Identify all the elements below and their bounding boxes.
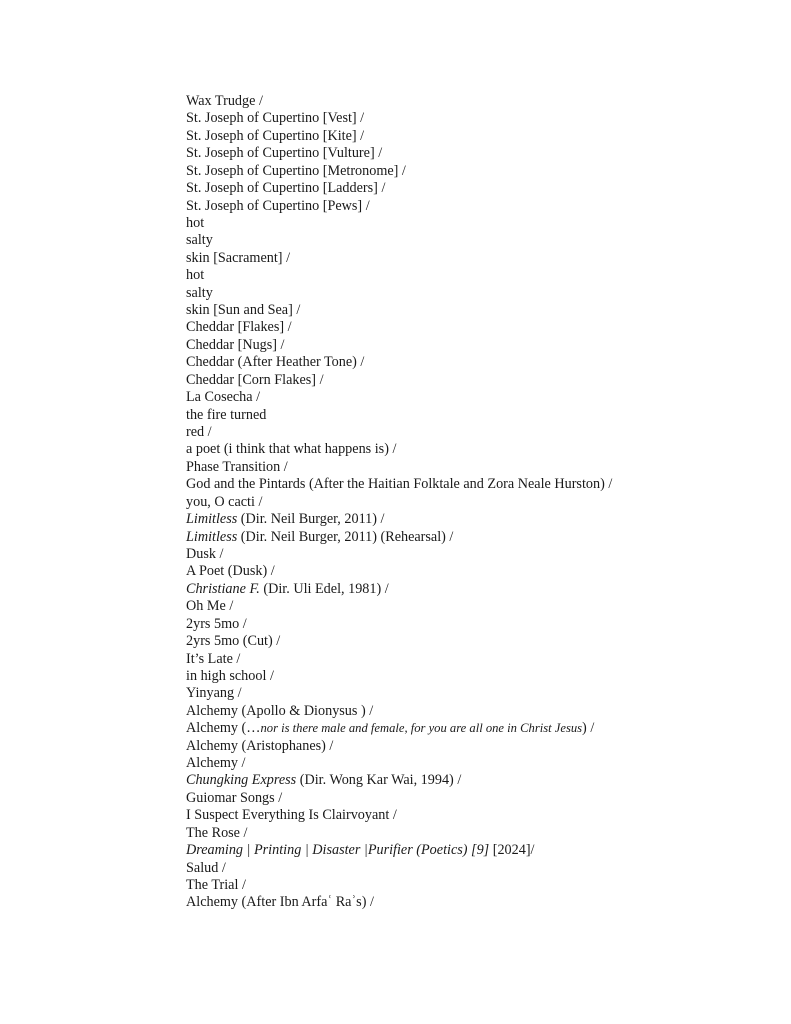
entry-title: Alchemy (Apollo & Dionysus ) / xyxy=(186,702,374,719)
contents-entry xyxy=(186,180,612,197)
entry-title: Cheddar [Corn Flakes] / xyxy=(186,371,324,388)
entry-title-rest: ) / xyxy=(582,720,595,737)
entry-title: skin [Sun and Sea] / xyxy=(186,302,301,319)
entry-title-italic: nor is there male and female, for you are all one in Christ Jesus xyxy=(260,721,583,736)
entry-title: skin [Sacrament] / xyxy=(186,249,291,266)
contents-entry xyxy=(186,267,612,284)
contents-entry xyxy=(186,860,612,877)
contents-entry xyxy=(186,285,612,302)
contents-entry xyxy=(186,494,612,511)
contents-entry xyxy=(186,163,612,180)
entry-title-italic: Chungking Express xyxy=(186,772,297,789)
contents-entry xyxy=(186,529,612,546)
entry-title: hot xyxy=(186,267,205,284)
entry-title-italic: Limitless xyxy=(186,528,238,545)
contents-entry xyxy=(186,198,612,215)
entry-title: St. Joseph of Cupertino [Metronome] / xyxy=(186,162,406,179)
entry-title: The Rose / xyxy=(186,824,248,841)
contents-entry xyxy=(186,110,612,127)
contents-entry xyxy=(186,302,612,319)
entry-title: St. Joseph of Cupertino [Ladders] / xyxy=(186,180,386,197)
contents-entry xyxy=(186,511,612,528)
entry-title: 2yrs 5mo / xyxy=(186,615,247,632)
entry-title: Salud / xyxy=(186,859,226,876)
entry-title: a poet (i think that what happens is) / xyxy=(186,441,397,458)
contents-entry xyxy=(186,668,612,685)
entry-title: Yinyang / xyxy=(186,685,242,702)
contents-entry xyxy=(186,598,612,615)
contents-entry xyxy=(186,633,612,650)
contents-entry xyxy=(186,459,612,476)
entry-title: St. Joseph of Cupertino [Pews] / xyxy=(186,197,370,214)
contents-entry xyxy=(186,337,612,354)
entry-title: Cheddar (After Heather Tone) / xyxy=(186,354,365,371)
contents-entry xyxy=(186,825,612,842)
contents-entry xyxy=(186,354,612,371)
entry-title-rest: (Dir. Neil Burger, 2011) / xyxy=(237,511,385,528)
entry-title: in high school / xyxy=(186,667,274,684)
entry-title: you, O cacti / xyxy=(186,493,263,510)
entry-title-italic: Dreaming | Printing | Disaster |Purifier (Poetics) [9] xyxy=(186,842,490,859)
entry-title-italic: Limitless xyxy=(186,511,238,528)
entry-title: the fire turned xyxy=(186,406,267,423)
entry-title-lead: Alchemy (… xyxy=(186,720,261,737)
entry-title: It’s Late / xyxy=(186,650,241,667)
contents-entry xyxy=(186,546,612,563)
contents-entry xyxy=(186,877,612,894)
contents-entry xyxy=(186,651,612,668)
entry-title-rest: (Dir. Wong Kar Wai, 1994) / xyxy=(296,772,462,789)
entry-title: Dusk / xyxy=(186,545,224,562)
entry-title-rest: (Dir. Neil Burger, 2011) (Rehearsal) / xyxy=(237,528,454,545)
contents-entry xyxy=(186,616,612,633)
entry-title: A Poet (Dusk) / xyxy=(186,563,275,580)
entry-title: Guiomar Songs / xyxy=(186,789,283,806)
contents-entry xyxy=(186,319,612,336)
entry-title: I Suspect Everything Is Clairvoyant / xyxy=(186,807,397,824)
contents-entry xyxy=(186,389,612,406)
entry-title: Alchemy / xyxy=(186,755,246,772)
entry-title: salty xyxy=(186,232,213,249)
entry-title: Oh Me / xyxy=(186,598,234,615)
entry-title: Wax Trudge / xyxy=(186,93,263,109)
contents-entry xyxy=(186,772,612,789)
contents-entry xyxy=(186,215,612,232)
contents-entry xyxy=(186,738,612,755)
entry-title: salty xyxy=(186,284,213,301)
entry-title: 2yrs 5mo (Cut) / xyxy=(186,633,281,650)
contents-entry xyxy=(186,250,612,267)
contents-entry xyxy=(186,424,612,441)
entry-title: Phase Transition / xyxy=(186,458,288,475)
contents-entry xyxy=(186,372,612,389)
entry-title: Alchemy (Aristophanes) / xyxy=(186,737,334,754)
contents-entry xyxy=(186,581,612,598)
contents-entry xyxy=(186,563,612,580)
contents-list xyxy=(186,93,612,912)
contents-entry xyxy=(186,807,612,824)
contents-entry xyxy=(186,720,612,737)
entry-title: Cheddar [Flakes] / xyxy=(186,319,292,336)
entry-title: red / xyxy=(186,424,212,441)
entry-title: St. Joseph of Cupertino [Vest] / xyxy=(186,110,365,127)
entry-title: Alchemy (After Ibn Arfaʿ Raʾs) / xyxy=(186,894,374,911)
contents-entry xyxy=(186,842,612,859)
entry-title: God and the Pintards (After the Haitian Folktale and Zora Neale Hurston) / xyxy=(186,476,613,493)
entry-title: La Cosecha / xyxy=(186,389,261,406)
entry-title: Cheddar [Nugs] / xyxy=(186,336,285,353)
contents-entry xyxy=(186,476,612,493)
contents-entry xyxy=(186,145,612,162)
entry-title-rest: (Dir. Uli Edel, 1981) / xyxy=(259,580,389,597)
entry-title-rest: [2024]/ xyxy=(489,842,535,859)
contents-entry xyxy=(186,790,612,807)
contents-entry xyxy=(186,232,612,249)
contents-entry xyxy=(186,755,612,772)
contents-entry xyxy=(186,685,612,702)
contents-entry xyxy=(186,703,612,720)
entry-title: hot xyxy=(186,214,205,231)
entry-title-italic: Christiane F. xyxy=(186,580,260,597)
contents-entry xyxy=(186,93,612,110)
entry-title: St. Joseph of Cupertino [Kite] / xyxy=(186,127,365,144)
contents-entry xyxy=(186,441,612,458)
entry-title: The Trial / xyxy=(186,876,246,893)
entry-title: St. Joseph of Cupertino [Vulture] / xyxy=(186,145,383,162)
contents-entry xyxy=(186,128,612,145)
contents-entry xyxy=(186,407,612,424)
contents-entry xyxy=(186,894,612,911)
